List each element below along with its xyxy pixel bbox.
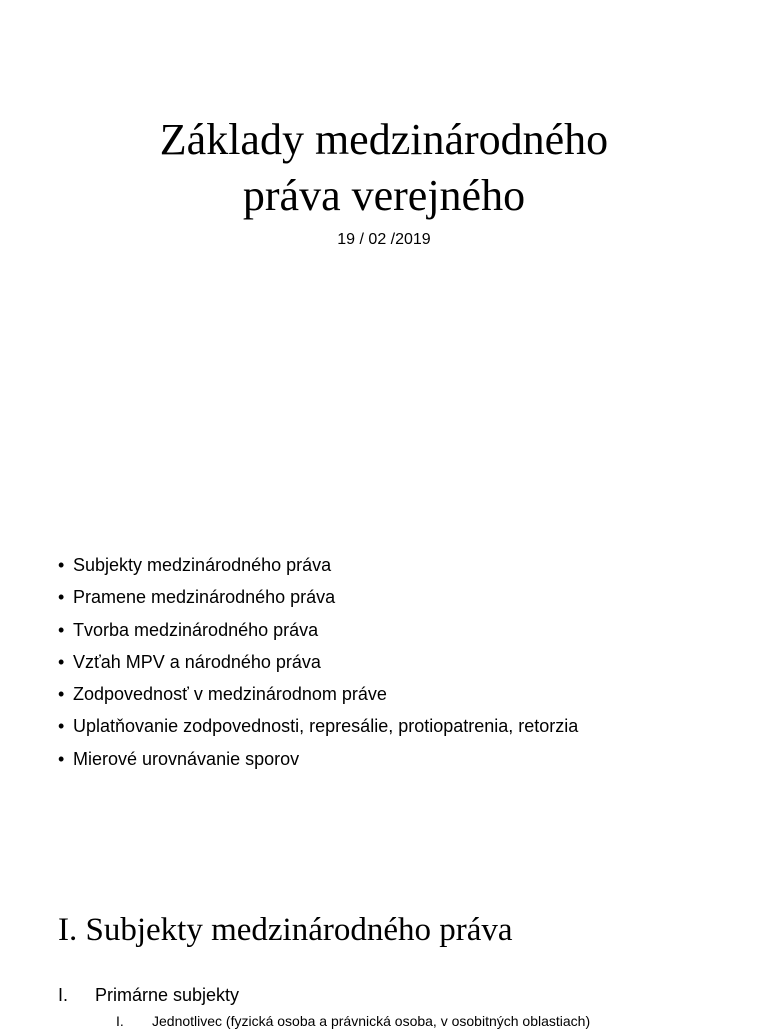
topics-list (58, 549, 578, 775)
list-item-text: Pramene medzinárodného práva (73, 587, 336, 608)
list-item-text: Mierové urovnávanie sporov (73, 748, 300, 769)
section-heading: I. Subjekty medzinárodného práva (58, 912, 513, 948)
bullet-glyph: • (58, 748, 65, 769)
slide-title (0, 112, 768, 224)
list-item (58, 678, 578, 710)
list-item (58, 581, 578, 613)
list-item (58, 646, 578, 678)
outline-label: Primárne subjekty (95, 985, 240, 1005)
title-line-1: Základy medzinárodného (159, 115, 609, 164)
slide-date: 19 / 02 /2019 (337, 231, 431, 248)
outline-subnumber: I. (116, 1013, 124, 1029)
outline-item (58, 983, 239, 1007)
list-item (58, 549, 578, 581)
bullet-glyph: • (58, 651, 65, 672)
outline-number: I. (58, 985, 69, 1005)
bullet-glyph: • (58, 716, 65, 737)
outline-sublabel: Jednotlivec (fyzická osoba a právnická osoba, v osobitných oblastiach) (152, 1013, 591, 1029)
list-item-text: Tvorba medzinárodného práva (73, 619, 319, 640)
bullet-glyph: • (58, 587, 65, 608)
outline-subitem (116, 1011, 590, 1031)
list-item-text: Zodpovednosť v medzinárodnom práve (73, 684, 387, 705)
bullet-glyph: • (58, 555, 65, 575)
title-line-2: práva verejného (242, 171, 526, 220)
list-item (58, 710, 578, 742)
list-item-text: Uplatňovanie zodpovednosti, represálie, protiopatrenia, retorzia (73, 716, 579, 737)
list-item-text: Subjekty medzinárodného práva (73, 555, 332, 575)
bullet-glyph: • (58, 619, 65, 640)
list-item (58, 614, 578, 646)
bullet-glyph: • (58, 684, 65, 705)
list-item (58, 743, 578, 775)
list-item-text: Vzťah MPV a národného práva (73, 651, 321, 672)
